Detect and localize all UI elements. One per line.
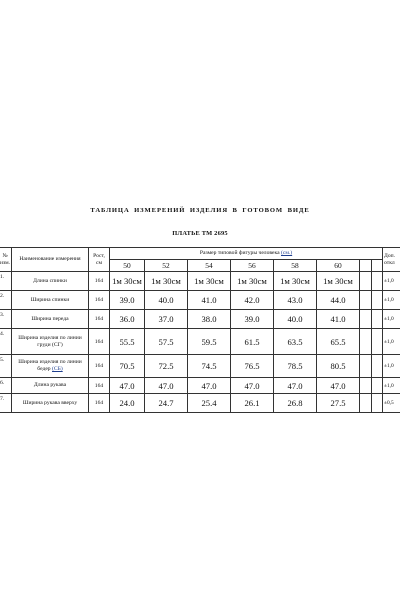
header-size-group-prefix: Размер типовой фигуры человека [199,250,280,256]
spacer-cell [360,260,372,272]
row-tolerance: ±0,5 [383,394,400,413]
row-value: 70.5 [110,355,145,378]
spacer-cell [360,310,372,329]
size-header-cell: 60 [317,260,360,272]
header-measurement-name: Наименование измерения [12,248,89,272]
row-number: 5. [0,355,12,378]
row-tolerance: ±1,0 [383,291,400,310]
row-measurement-name: Ширина спинки [12,291,89,310]
row-value: 78.5 [274,355,317,378]
model-title: ПЛАТЬЕ ТМ 2695 [172,230,228,237]
spacer-cell [372,291,383,310]
row-value: 76.5 [231,355,274,378]
row-measurement-name-text: Ширина изделия по линии бедер [18,359,82,372]
header-size-group-unit: (см.) [281,250,293,256]
row-value: 1м 30см [110,272,145,291]
measurements-table [0,247,400,413]
row-value: 24.7 [145,394,188,413]
row-measurement-name: Длина рукава [12,378,89,394]
size-header-cell: 56 [231,260,274,272]
row-number: 6. [0,378,12,394]
row-measurement-name-abbr: (СБ) [52,366,63,372]
row-measurement-name [12,355,89,378]
header-tolerance [383,248,400,272]
row-tolerance: ±1,0 [383,310,400,329]
header-number-line1: № [2,252,8,259]
row-value: 39.0 [231,310,274,329]
row-value: 72.5 [145,355,188,378]
row-value: 24.0 [110,394,145,413]
table-row [0,378,400,394]
header-height-line2: см [95,259,103,266]
row-value: 26.1 [231,394,274,413]
spacer-cell [360,291,372,310]
row-number: 1. [0,272,12,291]
row-value: 61.5 [231,329,274,355]
row-value: 63.5 [274,329,317,355]
row-value: 43.0 [274,291,317,310]
row-value: 57.5 [145,329,188,355]
row-height: 164 [89,378,110,394]
size-header-cell: 58 [274,260,317,272]
row-value: 39.0 [110,291,145,310]
row-value: 65.5 [317,329,360,355]
row-value: 47.0 [231,378,274,394]
row-value: 36.0 [110,310,145,329]
row-height: 164 [89,291,110,310]
row-value: 1м 30см [274,272,317,291]
row-measurement-name: Длина спинки [12,272,89,291]
row-number: 3. [0,310,12,329]
row-value: 47.0 [274,378,317,394]
spacer-cell [372,378,383,394]
row-value: 47.0 [317,378,360,394]
row-value: 25.4 [188,394,231,413]
size-header-cell: 54 [188,260,231,272]
row-value: 55.5 [110,329,145,355]
spacer-cell [372,394,383,413]
row-value: 1м 30см [317,272,360,291]
row-value: 74.5 [188,355,231,378]
row-value: 26.8 [274,394,317,413]
row-value: 40.0 [274,310,317,329]
row-tolerance: ±1,0 [383,329,400,355]
header-height-line1: Рост, [93,252,105,259]
header-size-group [110,248,383,260]
document-title: ТАБЛИЦА ИЗМЕРЕНИЙ ИЗДЕЛИЯ В ГОТОВОМ ВИДЕ [90,207,310,214]
row-value: 1м 30см [188,272,231,291]
row-value: 47.0 [110,378,145,394]
row-measurement-name: Ширина рукава вверху [12,394,89,413]
spacer-cell [372,272,383,291]
table-row [0,355,400,378]
spacer-cell [360,329,372,355]
header-number-line2: изм. [0,259,11,266]
row-value: 44.0 [317,291,360,310]
spacer-cell [360,394,372,413]
row-height: 164 [89,394,110,413]
row-value: 42.0 [231,291,274,310]
row-height: 164 [89,355,110,378]
size-header-cell: 50 [110,260,145,272]
row-value: 38.0 [188,310,231,329]
table-row [0,329,400,355]
row-value: 47.0 [145,378,188,394]
spacer-cell [372,329,383,355]
row-value: 40.0 [145,291,188,310]
row-tolerance: ±1,0 [383,272,400,291]
table-row [0,394,400,413]
row-height: 164 [89,310,110,329]
row-number: 4. [0,329,12,355]
row-value: 80.5 [317,355,360,378]
spacer-cell [360,355,372,378]
spacer-cell [360,272,372,291]
row-value: 41.0 [317,310,360,329]
spacer-cell [372,310,383,329]
table-row [0,291,400,310]
row-value: 1м 30см [145,272,188,291]
header-height [89,248,110,272]
spacer-cell [372,355,383,378]
header-tolerance-line2: откл [384,259,395,266]
row-value: 47.0 [188,378,231,394]
row-value: 41.0 [188,291,231,310]
header-tolerance-line1: Доп. [384,252,396,259]
table-row [0,310,400,329]
row-measurement-name: Ширина переда [12,310,89,329]
row-value: 27.5 [317,394,360,413]
spacer-cell [372,260,383,272]
size-header-cell: 52 [145,260,188,272]
row-measurement-name: Ширина изделия по линии груди (СГ) [12,329,89,355]
row-number: 2. [0,291,12,310]
row-value: 37.0 [145,310,188,329]
spacer-cell [360,378,372,394]
row-height: 164 [89,329,110,355]
row-height: 164 [89,272,110,291]
row-tolerance: ±1,0 [383,355,400,378]
row-value: 1м 30см [231,272,274,291]
row-tolerance: ±1,0 [383,378,400,394]
row-value: 59.5 [188,329,231,355]
table-row [0,272,400,291]
header-number [0,248,12,272]
row-number: 7. [0,394,12,413]
